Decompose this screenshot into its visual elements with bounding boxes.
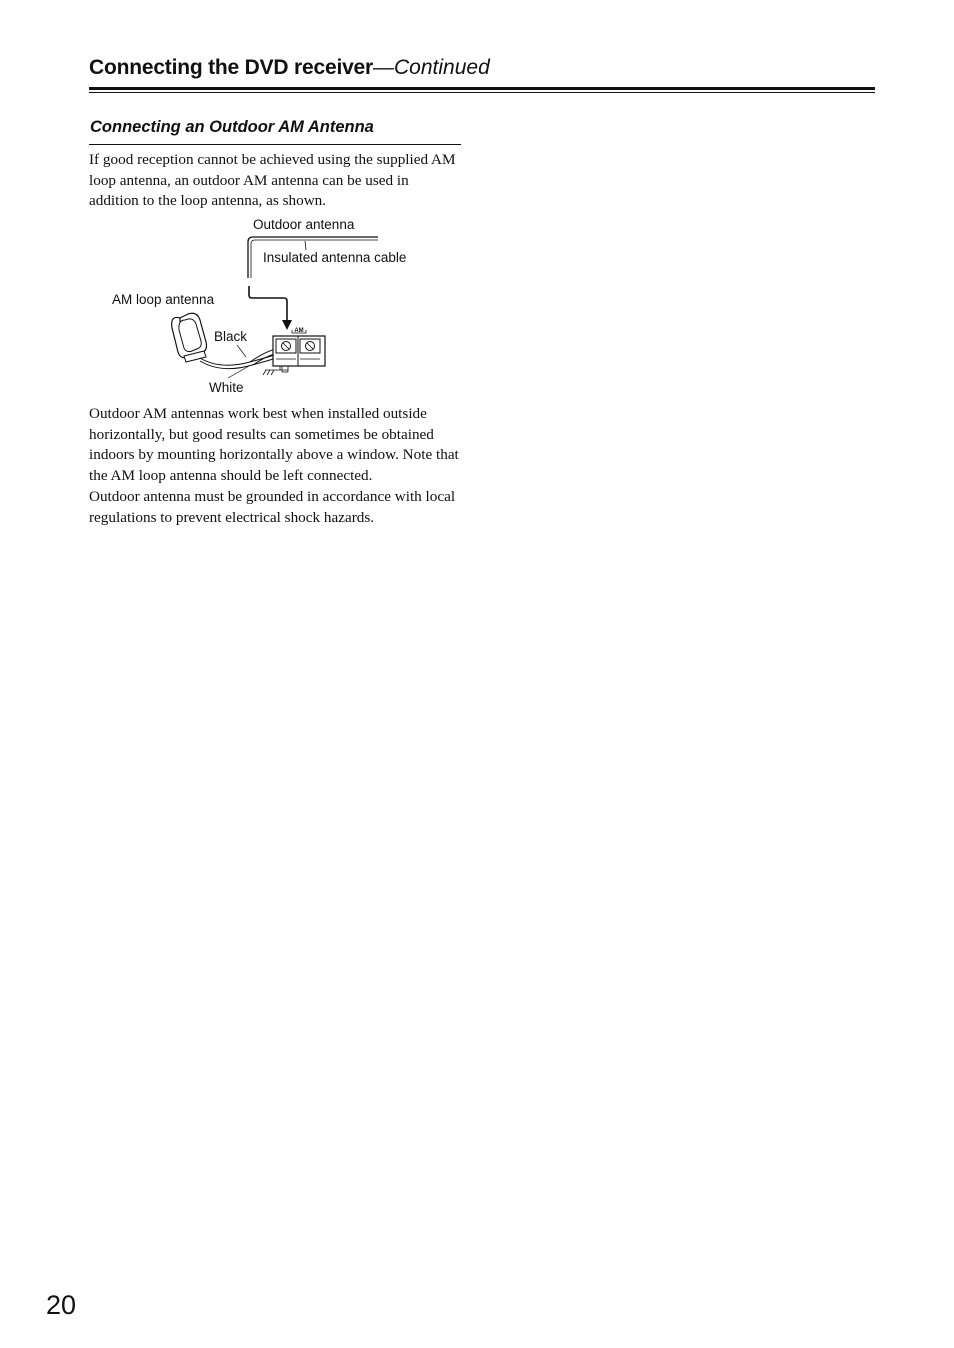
- header-rule-thick: [89, 87, 875, 90]
- black-wire-label: Black: [214, 329, 248, 344]
- outdoor-antenna-label: Outdoor antenna: [253, 217, 355, 232]
- am-loop-antenna-label: AM loop antenna: [112, 292, 215, 307]
- insulated-cable: [249, 286, 287, 322]
- intro-paragraph: If good reception cannot be achieved using the supplied AM loop antenna, an outdoor AM antenna can be used in addition to the loop antenna, as shown.: [89, 151, 456, 210]
- header-rule-thin: [89, 92, 875, 93]
- antenna-connection-diagram: [100, 210, 440, 400]
- arrow-head-icon: [282, 320, 292, 330]
- header-title: Connecting the DVD receiver: [89, 56, 374, 79]
- section-title: Connecting an Outdoor AM Antenna: [90, 118, 374, 136]
- am-terminal-block-icon: [263, 330, 325, 375]
- insulated-cable-label: Insulated antenna cable: [263, 250, 407, 265]
- am-terminal-label: AM: [294, 328, 304, 334]
- header-continued: —Continued: [373, 56, 490, 79]
- page-number: 20: [46, 1290, 77, 1320]
- body-paragraph-3: Outdoor antenna must be grounded in accordance with local regulations to prevent electrical shock hazards.: [89, 488, 456, 526]
- page-header: [89, 56, 875, 80]
- body-paragraph-2: Outdoor AM antennas work best when installed outside horizontally, but good results can sometimes be obtained indoors by mounting horizontally above a window. Note that the AM loop antenna should be left connected.: [89, 405, 459, 485]
- section-rule: [89, 144, 461, 145]
- white-wire-label: White: [209, 380, 244, 395]
